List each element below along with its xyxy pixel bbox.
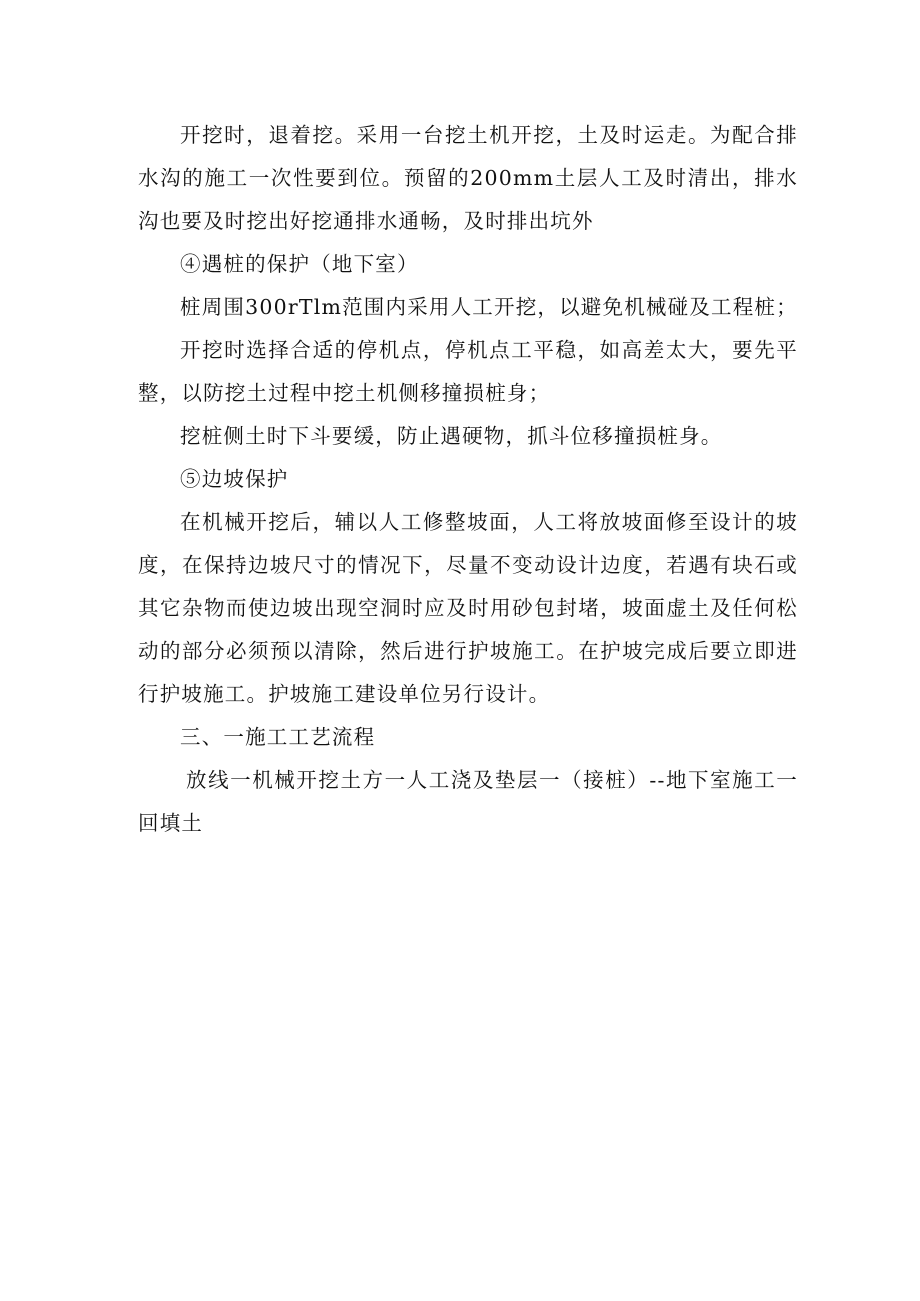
- section-heading-pile-protection: ④遇桩的保护（地下室）: [180, 252, 419, 276]
- section-heading-process-flow: 三、一施工工艺流程: [180, 725, 376, 749]
- paragraph-slope-trimming: 在机械开挖后，辅以人工修整坡面，人工将放坡面修至设计的坡度，在保持边坡尺寸的情况下，尽量不变动设计边度，若遇有块石或其它杂物而使边坡出现空洞时应及时用砂包封堵，坡面虚土及任何松动的部分必须预以清除，然后进行护坡施工。在护坡完成后要立即进行护坡施工。护坡施工建设单位另行设计。: [138, 510, 798, 706]
- document-body: [138, 114, 798, 845]
- paragraph-bucket-caution: 挖桩侧土时下斗要缓，防止遇硬物，抓斗位移撞损桩身。: [180, 424, 723, 448]
- paragraph-pile-surrounding: 桩周围300rTlm范围内采用人工开挖，以避免机械碰及工程桩；: [180, 295, 798, 319]
- section-heading-slope-protection: ⑤边坡保护: [180, 467, 289, 491]
- paragraph-parking-point: 开挖时选择合适的停机点，停机点工平稳，如高差太大，要先平整，以防挖土过程中挖土机侧移撞损桩身；: [138, 338, 798, 405]
- paragraph-excavation-method: 开挖时，退着挖。采用一台挖土机开挖，土及时运走。为配合排水沟的施工一次性要到位。预留的200mm土层人工及时清出，排水沟也要及时挖出好挖通排水通畅，及时排出坑外: [138, 123, 798, 233]
- paragraph-process-flow: 放线一机械开挖土方一人工浇及垫层一（接桩）--地下室施工一回填土: [138, 768, 798, 835]
